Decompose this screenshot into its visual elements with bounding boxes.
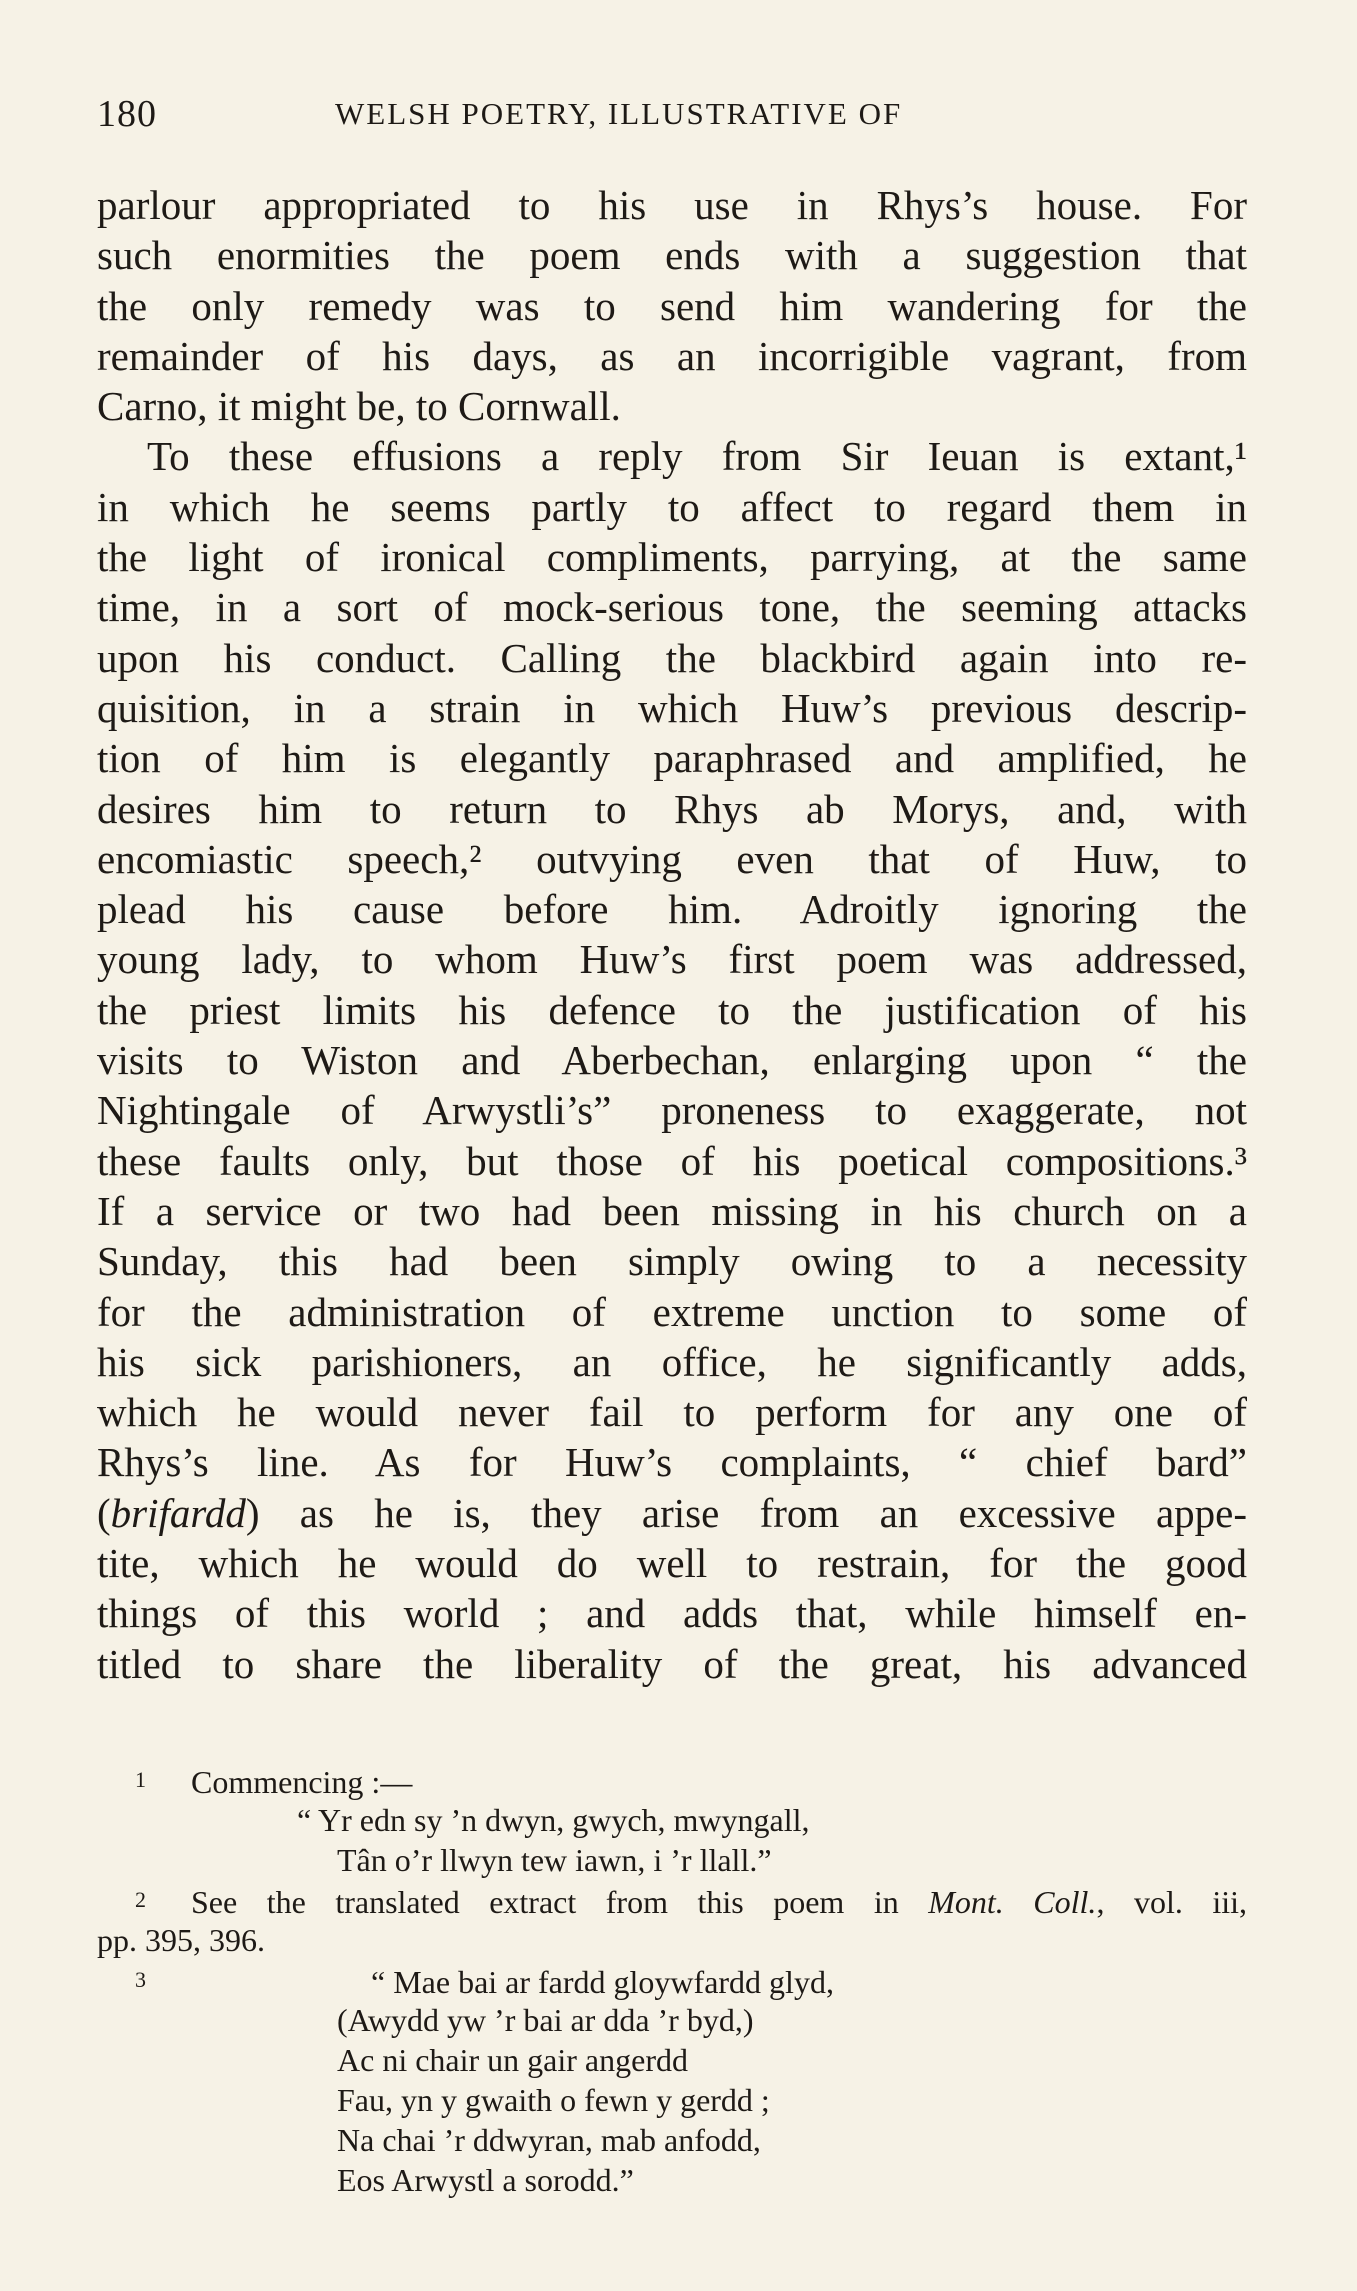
text-line: (brifardd) as he is, they arise from an excessive appe-: [97, 1489, 1247, 1536]
text-line: the priest limits his defence to the justification of his: [97, 986, 1247, 1033]
text-line: quisition, in a strain in which Huw’s previous descrip-: [97, 684, 1247, 731]
text-line: encomiastic speech,² outvying even that of Huw, to: [97, 835, 1247, 882]
text-line: remainder of his days, as an incorrigible vagrant, from: [97, 332, 1247, 379]
running-title: WELSH POETRY, ILLUSTRATIVE OF: [335, 96, 903, 131]
footnote-3: [97, 1960, 1247, 2000]
text-line: his sick parishioners, an office, he significantly adds,: [97, 1338, 1247, 1385]
text-line: time, in a sort of mock-serious tone, the seeming attacks: [97, 584, 1247, 631]
text-line: titled to share the liberality of the great, his advanced: [97, 1640, 1247, 1687]
text-line: the only remedy was to send him wandering for the: [97, 282, 1247, 329]
text-line: desires him to return to Rhys ab Morys, and, with: [97, 785, 1247, 832]
text-line: plead his cause before him. Adroitly ignoring the: [97, 886, 1247, 933]
text-line: If a service or two had been missing in his church on a: [97, 1187, 1247, 1234]
text-line: tite, which he would do well to restrain, for the good: [97, 1540, 1247, 1587]
text-line: for the administration of extreme unction to some of: [97, 1288, 1247, 1335]
text-line: visits to Wiston and Aberbechan, enlarging upon “ the: [97, 1037, 1247, 1084]
text-line: things of this world ; and adds that, while himself en-: [97, 1590, 1247, 1637]
footnote-verse-line: Na chai ’r ddwyran, mab anfodd,: [337, 2122, 761, 2158]
text-line: upon his conduct. Calling the blackbird again into re-: [97, 634, 1247, 681]
text-line: young lady, to whom Huw’s first poem was addressed,: [97, 936, 1247, 983]
footnote-mark: 3: [135, 1967, 146, 1992]
text-line: Carno, it might be, to Cornwall.: [97, 383, 621, 430]
footnote-verse-line: “ Yr edn sy ’n dwyn, gwych, mwyngall,: [297, 1802, 810, 1838]
footnote-2: [97, 1880, 1247, 1920]
footnote-1: [97, 1760, 1247, 1800]
footnote-verse-line: (Awydd yw ’r bai ar dda ’r byd,): [337, 2002, 754, 2038]
footnote-verse-line: Tân o’r llwyn tew iawn, i ’r llall.”: [337, 1842, 772, 1878]
text-line: such enormities the poem ends with a suggestion that: [97, 232, 1247, 279]
text-line: the light of ironical compliments, parrying, at the same: [97, 534, 1247, 581]
footnote-verse-line: Fau, yn y gwaith o fewn y gerdd ;: [337, 2082, 770, 2118]
body-text: [97, 180, 1247, 1689]
footnotes: [97, 1760, 1247, 2200]
footnote-text-continued: pp. 395, 396.: [97, 1922, 265, 1958]
text-line: in which he seems partly to affect to regard them in: [97, 483, 1247, 530]
footnote-mark: 1: [135, 1767, 146, 1792]
text-line: To these effusions a reply from Sir Ieuan is extant,¹: [147, 433, 1247, 480]
page-number: 180: [97, 93, 157, 135]
footnote-verse-line: “ Mae bai ar fardd gloywfardd glyd,: [371, 1964, 834, 2000]
text-line: Sunday, this had been simply owing to a necessity: [97, 1238, 1247, 1285]
text-line: tion of him is elegantly paraphrased and amplified, he: [97, 735, 1247, 782]
running-head: [97, 92, 1247, 136]
footnote-verse-line: Eos Arwystl a sorodd.”: [337, 2162, 634, 2198]
text-line: parlour appropriated to his use in Rhys’s house. For: [97, 182, 1247, 228]
footnote-text: Commencing :—: [191, 1764, 413, 1800]
footnote-verse-line: Ac ni chair un gair angerdd: [337, 2042, 688, 2078]
text-line: these faults only, but those of his poetical compositions.³: [97, 1137, 1247, 1184]
text-line: Rhys’s line. As for Huw’s complaints, “ chief bard”: [97, 1439, 1247, 1486]
text-line: which he would never fail to perform for any one of: [97, 1389, 1247, 1436]
footnote-text: See the translated extract from this poem in Mont. Coll., vol. iii,: [191, 1884, 1247, 1920]
text-line: Nightingale of Arwystli’s” proneness to exaggerate, not: [97, 1087, 1247, 1134]
footnote-mark: 2: [135, 1887, 146, 1912]
